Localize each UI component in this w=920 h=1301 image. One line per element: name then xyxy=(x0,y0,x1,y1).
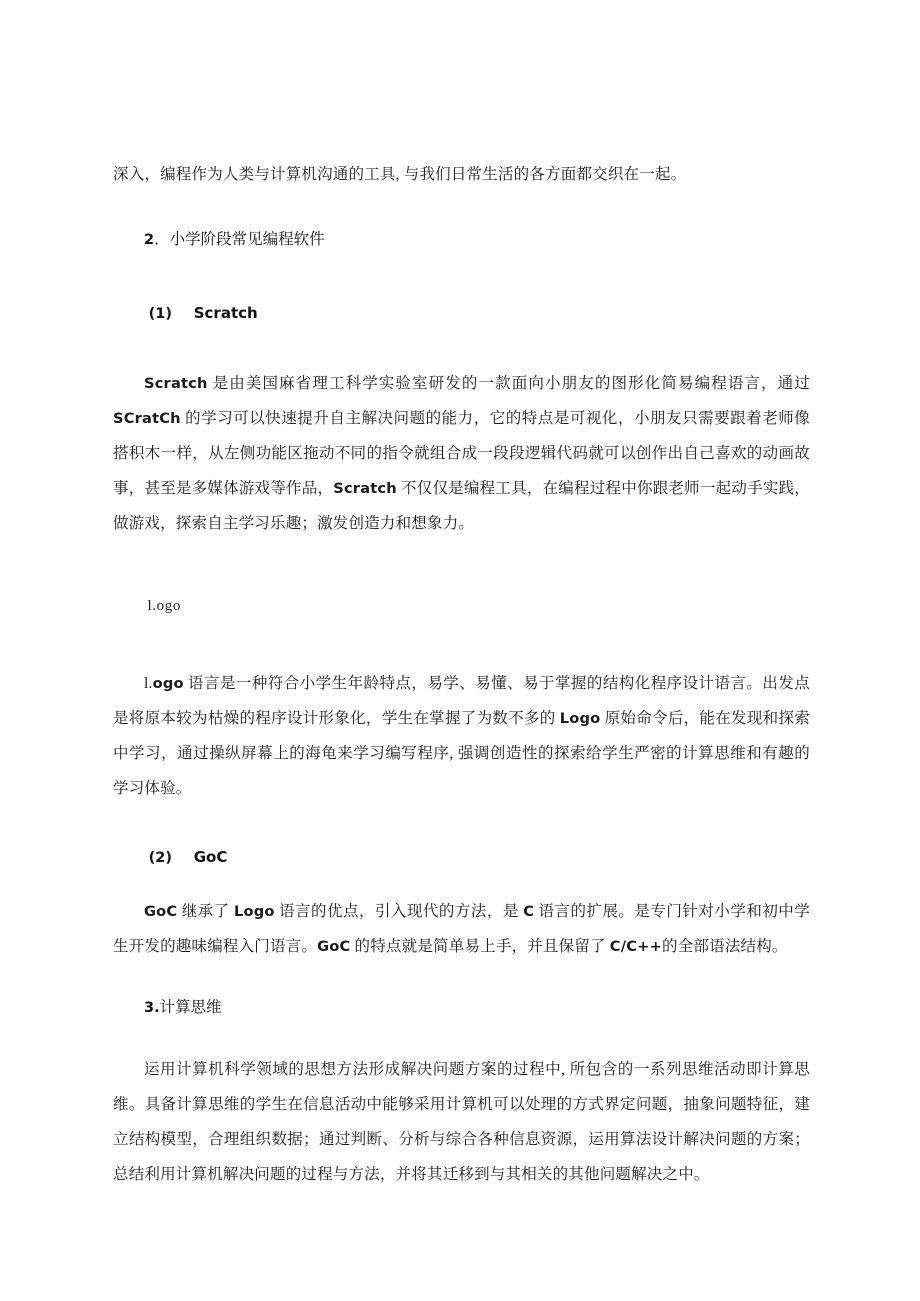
paragraph-scratch xyxy=(113,366,810,541)
term-goc-2: GoC xyxy=(317,938,351,955)
term-goc-c: C xyxy=(523,903,535,920)
spacer xyxy=(113,1026,810,1052)
spacer xyxy=(113,192,810,222)
term-logo-2: Logo xyxy=(559,710,601,727)
heading-goc-marker: (2) xyxy=(148,850,172,866)
heading-goc-title: GoC xyxy=(193,848,228,866)
paragraph-scratch-run-6: 不仅仅是编程工具，在编程过程中你跟老师一起动手实践，做游戏，探索自主学习乐趣；激发创造力和想象力。 xyxy=(113,480,810,532)
spacer xyxy=(113,876,810,894)
spacer xyxy=(113,332,810,366)
heading-section-3-title: 计算思维 xyxy=(159,999,222,1016)
heading-scratch xyxy=(113,296,810,332)
heading-section-3 xyxy=(113,990,810,1026)
paragraph-scratch-run-2: 是由美国麻省理工科学实验室研发的一款面向小朋友的图形化简易编程语言，通过 xyxy=(207,375,810,392)
term-logo-1: ogo xyxy=(152,675,184,692)
heading-scratch-marker: (1) xyxy=(148,306,172,322)
term-scratch-3: Scratch xyxy=(333,480,397,497)
paragraph-logo-run-1: l. xyxy=(144,675,153,692)
heading-section-3-number: 3. xyxy=(144,1000,160,1016)
term-scratch-2: SCratCh xyxy=(113,410,181,427)
term-goc-logo: Logo xyxy=(234,903,275,920)
term-goc-cpp: C/C++ xyxy=(609,938,663,955)
paragraph-goc-run-6: 语言的扩展。是专门针对小学和初中学生开发的趣味编程入门语言。 xyxy=(113,903,810,955)
heading-section-2 xyxy=(113,222,810,258)
document-text-column xyxy=(113,157,810,1192)
heading-section-2-title: 小学阶段常见编程软件 xyxy=(169,231,325,248)
spacer xyxy=(113,964,810,990)
spacer xyxy=(113,806,810,840)
heading-scratch-title: Scratch xyxy=(193,304,258,322)
paragraph-scratch-run-4: 的学习可以快速提升自主解决问题的能力，它的特点是可视化，小朋友只需要跟着老师像搭积木一样，从左侧功能区拖动不同的指令就组合成一段段逻辑代码就可以创作出自己喜欢的动画故事，甚至是多媒体游戏等作品， xyxy=(113,410,810,497)
term-goc-1: GoC xyxy=(144,903,178,920)
spacer xyxy=(113,258,810,296)
spacer xyxy=(113,541,810,589)
heading-section-2-number: 2 xyxy=(144,232,155,248)
paragraph-logo-run-3: 语言是一种符合小学生年龄特点，易学、易懂、易于掌握的结构化程序设计语言。出发点是将原本较为枯燥的程序设计形象化，学生在掌握了为数不多的 xyxy=(113,675,810,727)
heading-section-2-separator: ． xyxy=(154,231,170,248)
paragraph-logo xyxy=(113,666,810,806)
paragraph-computational-thinking: 运用计算机科学领域的思想方法形成解决问题方案的过程中, 所包含的一系列思维活动即计算思维。具备计算思维的学生在信息活动中能够采用计算机可以处理的方式界定问题，抽象问题特征，建立结构模型，合理组织数据；通过判断、分析与综合各种信息资源，运用算法设计解决问题的方案；总结利用计算机解决问题的过程与方法，并将其迁移到与其相关的其他问题解决之中。 xyxy=(113,1061,810,1183)
heading-goc xyxy=(113,840,810,876)
paragraph-goc-run-10: 的全部语法结构。 xyxy=(662,938,788,955)
term-scratch-1: Scratch xyxy=(144,375,208,392)
paragraph-goc xyxy=(113,894,810,964)
paragraph-goc-run-2: 继承了 xyxy=(177,903,235,920)
spacer xyxy=(113,624,810,666)
heading-logo: l.ogo xyxy=(147,598,181,614)
paragraph-logo-run-5: 原始命令后，能在发现和探索中学习，通过操纵屏幕上的海龟来学习编写程序, 强调创造性的探索给学生严密的计算思维和有趣的学习体验。 xyxy=(113,710,810,797)
paragraph-goc-run-4: 语言的优点，引入现代的方法，是 xyxy=(274,903,524,920)
continuation-line: 深入，编程作为人类与计算机沟通的工具, 与我们日常生活的各方面都交织在一起。 xyxy=(113,166,687,183)
paragraph-goc-run-8: 的特点就是简单易上手，并且保留了 xyxy=(350,938,610,955)
